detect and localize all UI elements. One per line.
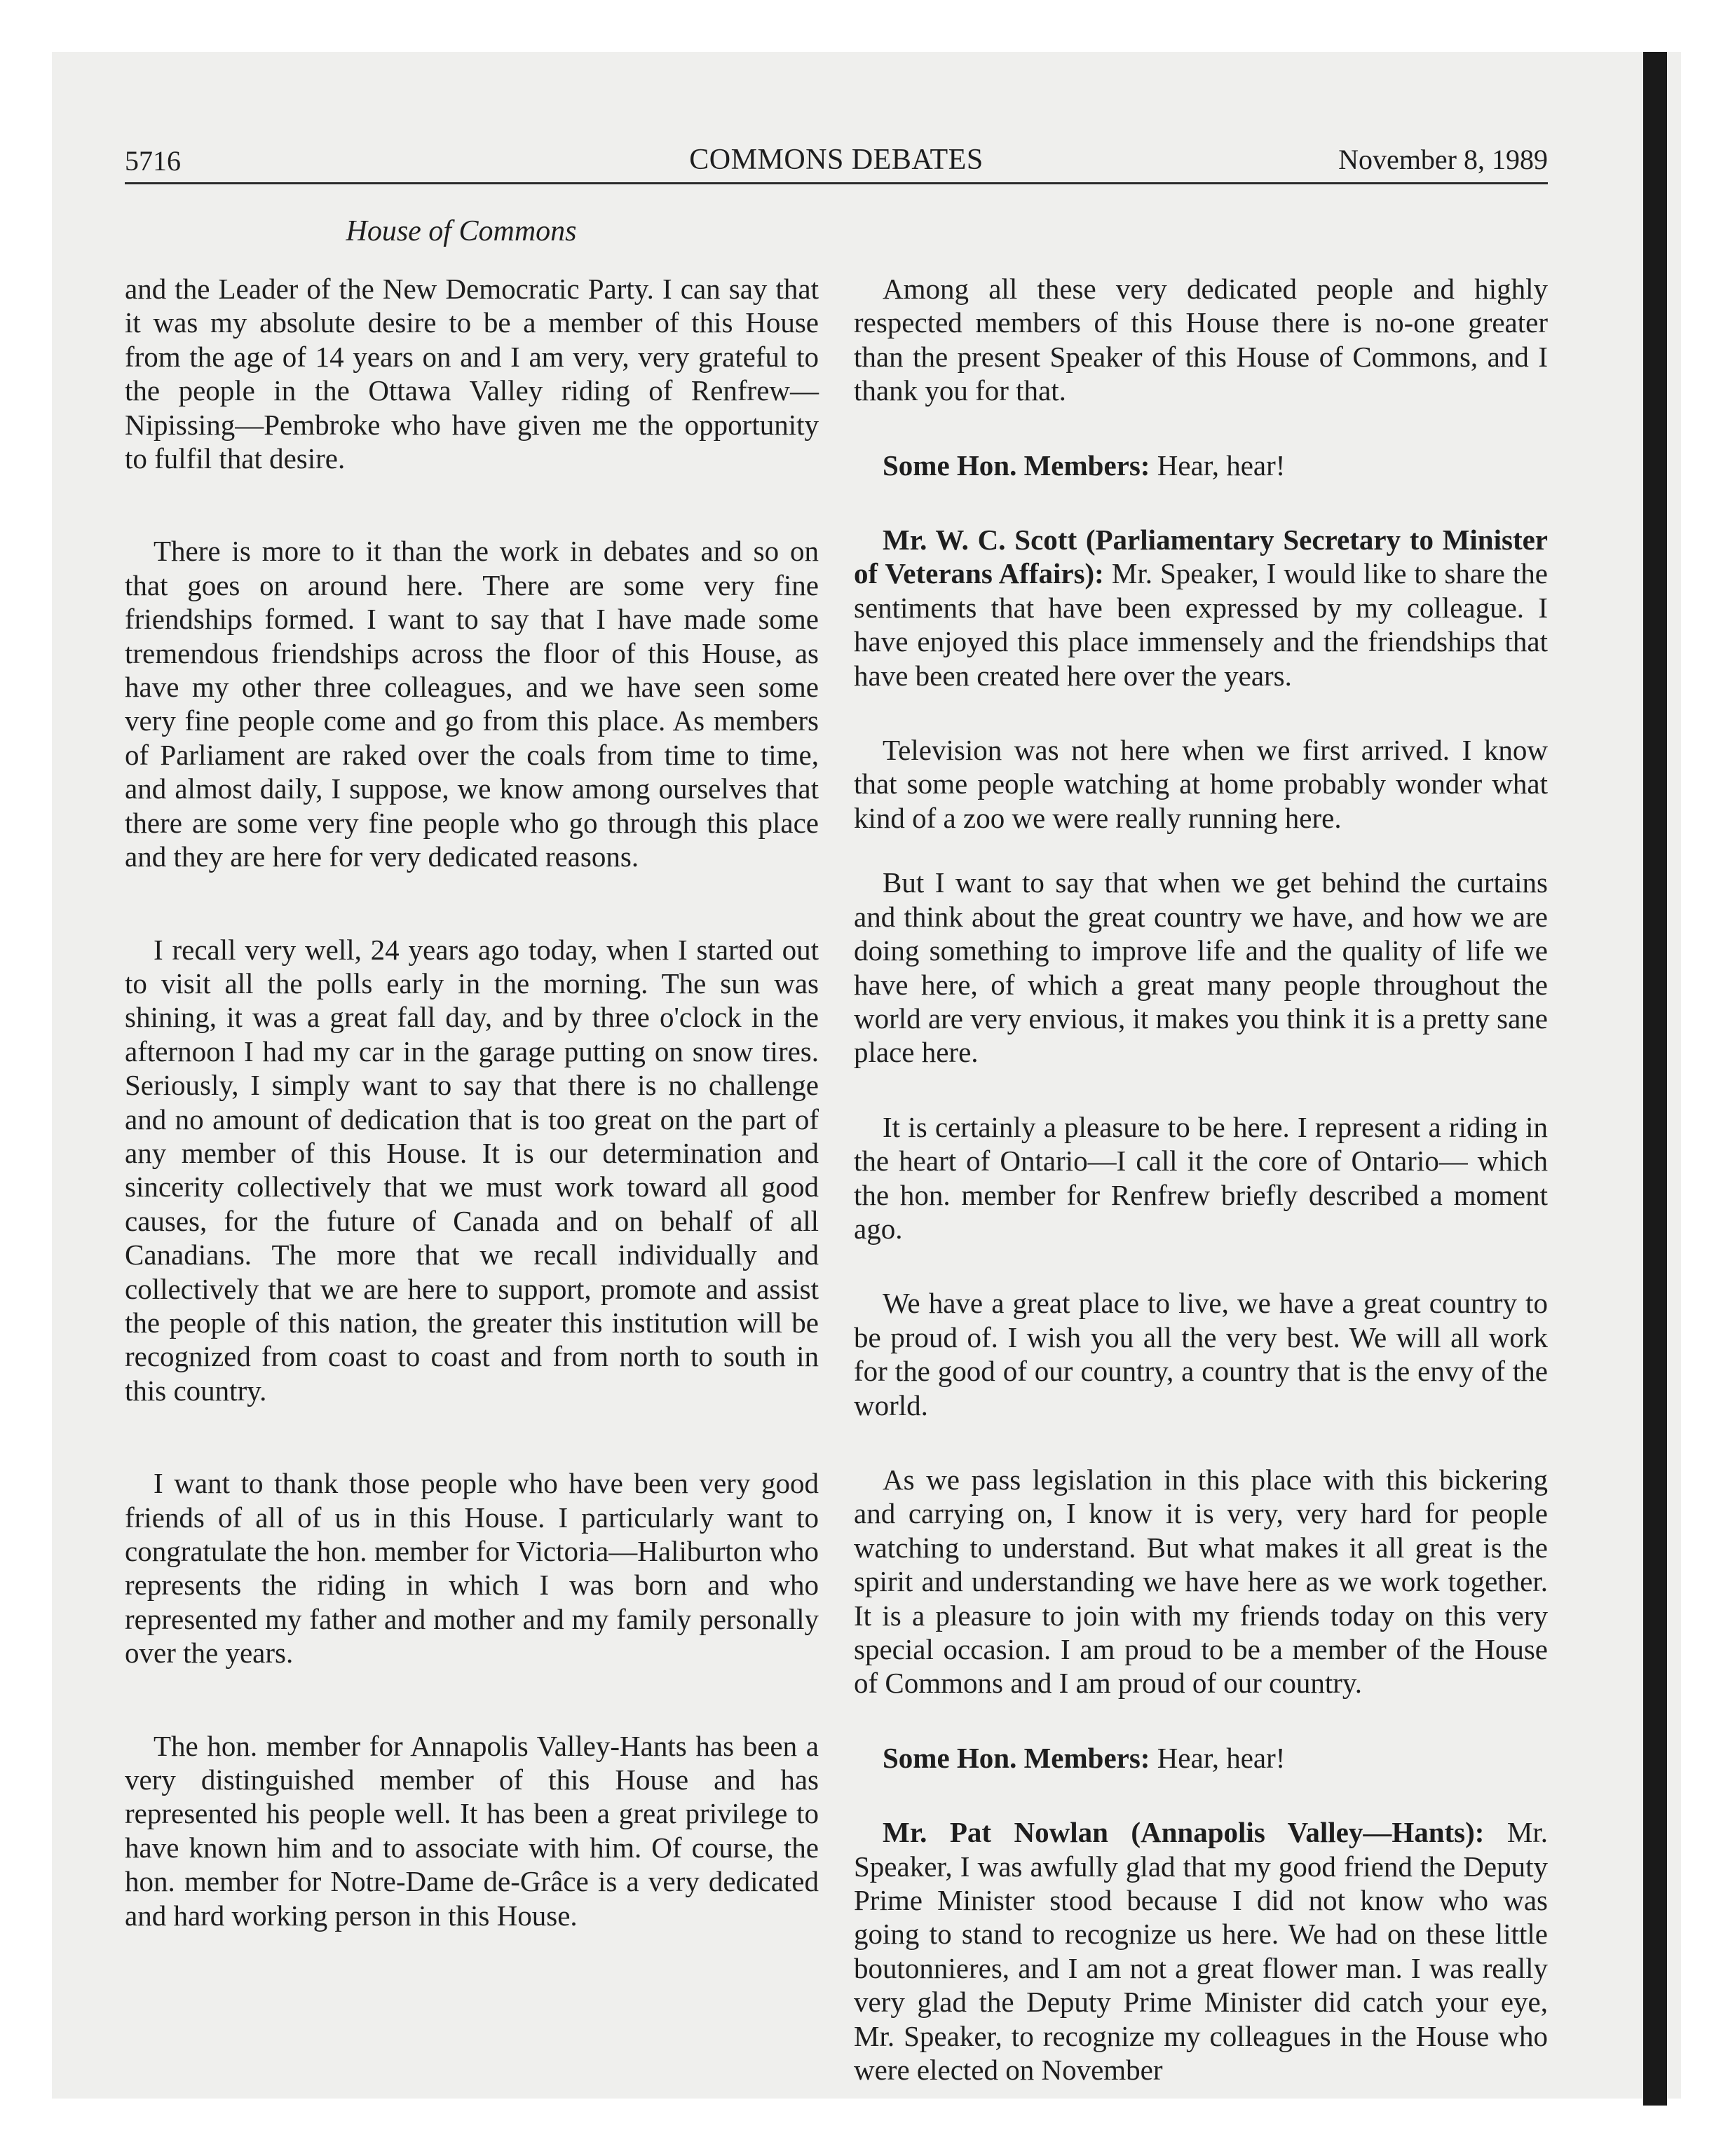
header-rule	[125, 182, 1548, 184]
left-column	[125, 272, 819, 1991]
paragraph: I want to thank those people who have been very good friends of all of us in this House. I particularly want to congratulate the hon. member for Victoria—Haliburton who represents the riding in which I was born and who represented my father and mother and my family personally over the years.	[125, 1467, 819, 1670]
paragraph: The hon. member for Annapolis Valley-Hants has been a very distinguished member of this House and has represented his people well. It has been a great privilege to have known him and to associate with him. Of course, the hon. member for Notre-Dame de-Grâce is a very dedicated and hard working person in this House.	[125, 1729, 819, 1932]
speaker-name: Mr. Pat Nowlan (Annapolis Valley—Hants):	[883, 1816, 1485, 1849]
interjection	[854, 1741, 1548, 1775]
speech	[854, 523, 1548, 692]
right-column	[854, 272, 1548, 2127]
speech-text: Hear, hear!	[1150, 449, 1286, 482]
paragraph: I recall very well, 24 years ago today, when I started out to visit all the polls early in the morning. The sun was shining, it was a great fall day, and by three o'clock in the afternoon I had my car in the garage putting on snow tires. Seriously, I simply want to say that there is no challenge and no amount of dedication that is too great on the part of any member of this House. It is our determination and sincerity collectively that we must work toward all good causes, for the future of Canada and on behalf of all Canadians. The more that we recall individually and collectively that we are here to support, promote and assist the people of this nation, the greater this institution will be recognized from coast to coast and from north to south in this country.	[125, 933, 819, 1407]
paragraph: We have a great place to live, we have a great country to be proud of. I wish you all the very best. We will all work for the good of our country, a country that is the envy of the world.	[854, 1287, 1548, 1421]
speech-text: Hear, hear!	[1150, 1741, 1286, 1774]
speaker-name: Mr. W. C. Scott (Parliamentary Secretary to Minister of Veterans Affairs):	[854, 524, 1548, 590]
paragraph: As we pass legislation in this place with this bickering and carrying on, I know it is very, very hard for people watching to understand. But what makes it all great is the spirit and understanding we have here as we work together. It is a pleasure to join with my friends today on this very special occasion. I am proud to be a member of the House of Commons and I am proud of our country.	[854, 1463, 1548, 1700]
paragraph: But I want to say that when we get behind the curtains and think about the great country we have, and how we are doing something to improve life and the quality of life we have here, of which a great many people throughout the world are very envious, it makes you think it is a pretty sane place here.	[854, 866, 1548, 1069]
interjection	[854, 449, 1548, 482]
speaker-name: Some Hon. Members:	[883, 1741, 1150, 1774]
paragraph: and the Leader of the New Democratic Party. I can say that it was my absolute desire to be a member of this House from the age of 14 years on and I am very, very grateful to the people in the Ottawa Valley riding of Renfrew—Nipissing—Pembroke who have given me the opportunity to fulfil that desire.	[125, 273, 819, 475]
paragraph: Among all these very dedicated people and highly respected members of this House there is no-one greater than the present Speaker of this House of Commons, and I thank you for that.	[854, 273, 1548, 407]
publication-title: COMMONS DEBATES	[689, 144, 984, 176]
scan-edge-shadow	[1643, 52, 1667, 2106]
paragraph: There is more to it than the work in debates and so on that goes on around here. There are some very fine friendships formed. I want to say that I have made some tremendous friendships across the floor of this House, as have my other three colleagues, and we have seen some very fine people come and go from this place. As members of Parliament are raked over the coals from time to time, and almost daily, I suppose, we know among ourselves that there are some very fine people who go through this place and they are here for very dedicated reasons.	[125, 535, 819, 873]
speech-text: Mr. Speaker, I would like to share the sentiments that have been expressed by my colleague. I have enjoyed this place immensely and the friendships that have been created here over the years.	[854, 557, 1548, 692]
paragraph: It is certainly a pleasure to be here. I represent a riding in the heart of Ontario—I call it the core of Ontario— which the hon. member for Renfrew briefly described a moment ago.	[854, 1110, 1548, 1245]
page-number: 5716	[125, 145, 181, 177]
speech-text: Mr. Speaker, I was awfully glad that my good friend the Deputy Prime Minister stood because I did not know who was going to stand to recognize us here. We had on these little boutonnieres, and I am not a great flower man. I was really very glad the Deputy Prime Minister did catch your eye, Mr. Speaker, to recognize my colleagues in the House who were elected on November	[854, 1816, 1548, 2087]
publication-date: November 8, 1989	[1338, 144, 1548, 175]
page-header	[125, 140, 1548, 182]
paragraph: Television was not here when we first arrived. I know that some people watching at home probably wonder what kind of a zoo we were really running here.	[854, 734, 1548, 834]
section-title: House of Commons	[346, 215, 577, 247]
speech	[854, 1815, 1548, 2087]
speaker-name: Some Hon. Members:	[883, 449, 1150, 482]
